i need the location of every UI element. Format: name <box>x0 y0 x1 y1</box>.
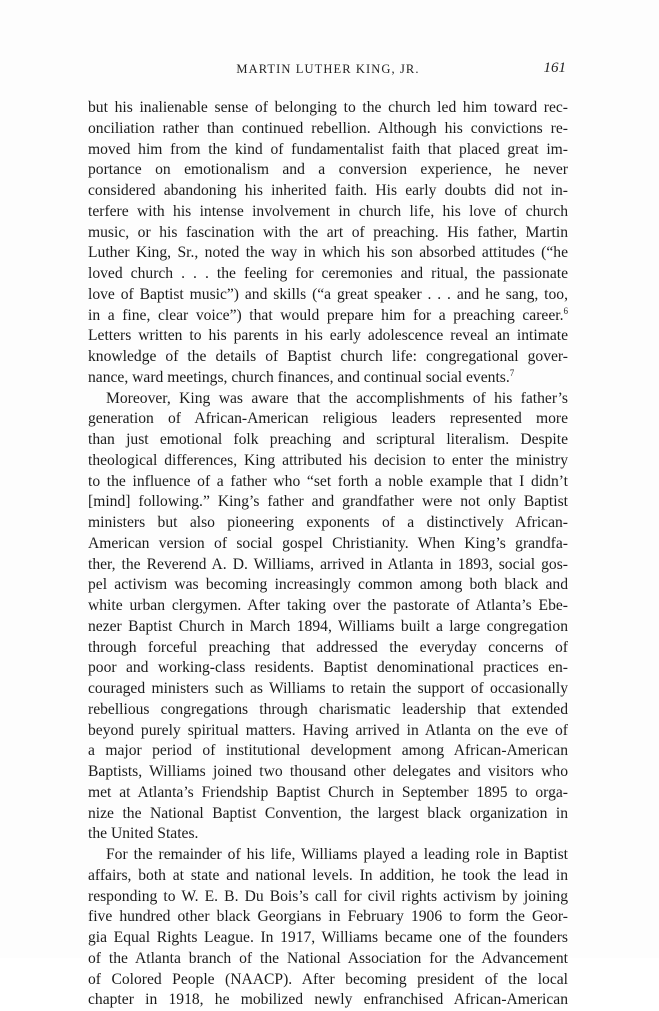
line-text: [mind] following.” King’s father and grandfather were not only Baptist <box>88 493 568 511</box>
line-text: but his inalienable sense of belonging to the church led him toward rec- <box>88 99 568 116</box>
text-line <box>88 990 568 1011</box>
text-line <box>88 887 568 908</box>
line-text: onciliation rather than continued rebellion. Although his convictions re- <box>88 119 568 137</box>
text-line <box>88 451 568 472</box>
line-text: pel activism was becoming increasingly common among both black and <box>88 576 568 594</box>
text-line <box>88 326 568 347</box>
text-line <box>88 658 568 679</box>
running-head <box>88 60 568 82</box>
line-text: Letters written to his parents in his early adolescence reveal an intimate <box>88 327 568 345</box>
text-line <box>88 409 568 430</box>
line-text: ministers but also pioneering exponents of a distinctively African- <box>88 514 568 531</box>
line-text: five hundred other black Georgians in February 1906 to form the Geor- <box>88 908 568 926</box>
text-line <box>88 492 568 513</box>
line-text: love of Baptist music”) and skills (“a great speaker . . . and he sang, too, <box>88 285 568 303</box>
text-line <box>88 970 568 991</box>
text-line <box>88 638 568 659</box>
text-line <box>88 700 568 721</box>
text-line <box>88 160 568 181</box>
text-line <box>88 617 568 638</box>
text-line <box>88 202 568 223</box>
line-text: nezer Baptist Church in March 1894, Williams built a large congregation <box>88 617 568 635</box>
line-text: responding to W. E. B. Du Bois’s call for civil rights activism by joining <box>88 887 568 905</box>
text-line <box>88 285 568 306</box>
line-text: Moreover, King was aware that the accomplishments of his father’s <box>106 389 568 407</box>
line-text: than just emotional folk preaching and scriptural literalism. Despite <box>88 431 568 448</box>
line-text: affairs, both at state and national levels. In addition, he took the lead in <box>88 866 568 884</box>
text-line <box>88 119 568 140</box>
line-text: generation of African-American religious leaders represented more <box>88 410 568 428</box>
line-text: For the remainder of his life, Williams played a leading role in Baptist <box>106 846 568 863</box>
text-line <box>88 347 568 368</box>
line-text: beyond purely spiritual matters. Having arrived in Atlanta on the eve of <box>88 721 568 739</box>
paragraph-first-line <box>88 845 568 866</box>
line-text: chapter in 1918, he mobilized newly enfranchised African-American <box>88 991 568 1009</box>
line-text: poor and working-class residents. Baptist denominational practices en- <box>88 659 568 677</box>
text-line <box>88 181 568 202</box>
text-line <box>88 596 568 617</box>
text-line <box>88 575 568 596</box>
text-line <box>88 243 568 264</box>
text-line <box>88 949 568 970</box>
line-text: a major period of institutional development among African-American <box>88 742 568 760</box>
line-text: through forceful preaching that addressed the everyday concerns of <box>88 638 568 656</box>
line-text: Luther King, Sr., noted the way in which his son absorbed attitudes (“he <box>88 244 568 262</box>
line-text: loved church . . . the feeling for ceremonies and ritual, the passionate <box>88 265 568 282</box>
body-text <box>88 98 568 1011</box>
footnote-marker[interactable]: 7 <box>509 367 515 378</box>
line-text: gia Equal Rights League. In 1917, Williams became one of the founders <box>88 929 568 946</box>
text-line <box>88 679 568 700</box>
line-text: in a fine, clear voice”) that would prepare him for a preaching career. <box>88 306 564 324</box>
text-line <box>88 430 568 451</box>
text-line <box>88 741 568 762</box>
text-line <box>88 555 568 576</box>
line-text: of the Atlanta branch of the National Association for the Advancement <box>88 949 568 967</box>
text-line <box>88 762 568 783</box>
line-text: to the influence of a father who “set forth a noble example that I didn’t <box>88 472 568 490</box>
text-line <box>88 513 568 534</box>
page-number: 161 <box>543 60 566 76</box>
text-line <box>88 264 568 285</box>
text-line <box>88 866 568 887</box>
line-text: knowledge of the details of Baptist church life: congregational gover- <box>88 348 568 365</box>
line-text: music, or his fascination with the art of preaching. His father, Martin <box>88 223 568 241</box>
line-text: white urban clergymen. After taking over the pastorate of Atlanta’s Ebe- <box>88 597 568 614</box>
line-text: American version of social gospel Christianity. When King’s grandfa- <box>88 534 568 552</box>
line-text: ther, the Reverend A. D. Williams, arrived in Atlanta in 1893, social gos- <box>88 555 568 573</box>
line-text: portance on emotionalism and a conversion experience, he never <box>88 161 568 179</box>
text-line <box>88 824 568 845</box>
text-line <box>88 928 568 949</box>
running-title: MARTIN LUTHER KING, JR. <box>236 62 420 76</box>
text-line <box>88 804 568 825</box>
line-text: nance, ward meetings, church finances, and continual social events. <box>88 368 510 386</box>
line-text: terfere with his intense involvement in church life, his love of church <box>88 202 568 220</box>
line-text: of Colored People (NAACP). After becoming president of the local <box>88 970 568 988</box>
line-text: met at Atlanta’s Friendship Baptist Church in September 1895 to orga- <box>88 783 568 801</box>
text-line <box>88 907 568 928</box>
line-text: Baptists, Williams joined two thousand other delegates and visitors who <box>88 763 568 780</box>
text-line <box>88 534 568 555</box>
text-line <box>88 472 568 493</box>
text-line <box>88 140 568 161</box>
line-text: rebellious congregations through charismatic leadership that extended <box>88 700 568 718</box>
footnote-marker[interactable]: 6 <box>563 305 568 316</box>
line-text: theological differences, King attributed his decision to enter the ministry <box>88 451 568 469</box>
text-line <box>88 98 568 119</box>
paragraph-first-line <box>88 389 568 410</box>
text-line <box>88 368 568 389</box>
line-text: couraged ministers such as Williams to retain the support of occasionally <box>88 680 568 697</box>
text-line <box>88 783 568 804</box>
text-line <box>88 721 568 742</box>
text-line <box>88 306 568 327</box>
line-text: nize the National Baptist Convention, the largest black organization in <box>88 804 568 822</box>
line-text: moved him from the kind of fundamentalist faith that placed great im- <box>88 140 568 158</box>
line-text: the United States. <box>88 825 199 843</box>
text-line <box>88 223 568 244</box>
line-text: considered abandoning his inherited faith. His early doubts did not in- <box>88 182 568 199</box>
